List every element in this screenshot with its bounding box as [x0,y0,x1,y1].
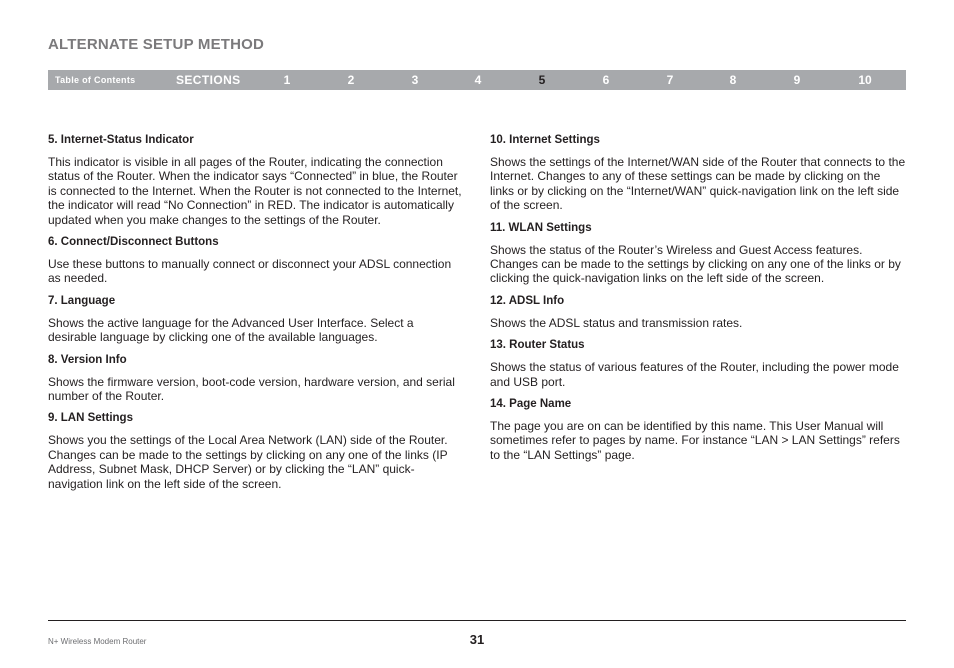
section-body: Shows the status of various features of the Router, including the power mode and USB port. [490,360,899,389]
section-link-2[interactable]: 2 [347,73,355,87]
section-adsl-info [490,294,906,330]
section-heading: 8. Version Info [48,353,127,366]
section-link-4[interactable]: 4 [474,73,482,87]
section-heading: 11. WLAN Settings [490,221,592,234]
sections-label: SECTIONS [176,73,241,87]
section-connect-disconnect-buttons [48,235,463,286]
section-version-info [48,353,463,404]
section-body: Shows the status of the Router’s Wireless and Guest Access features. Changes can be made to the settings by clicking on any one of the links or by clicking the quick-navigation links on the left side of the screen. [490,242,901,286]
section-wlan-settings [490,221,906,286]
section-page-name [490,397,906,462]
section-internet-settings [490,133,906,213]
section-link-1[interactable]: 1 [283,73,291,87]
right-column [490,133,906,470]
table-of-contents-link[interactable]: Table of Contents [55,75,136,85]
section-body: Shows the active language for the Advanced User Interface. Select a desirable language by clicking one of the available languages. [48,315,414,345]
section-body: Shows you the settings of the Local Area Network (LAN) side of the Router. Changes can be made to the settings by clicking on any one of the links (IP Address, Subnet Mask, DHCP Server) or by clicking the “LAN” quick-navigation link on the left side of the screen. [48,433,448,491]
section-link-6[interactable]: 6 [602,73,610,87]
footer-divider [48,620,906,621]
section-body: Shows the firmware version, boot-code version, hardware version, and serial number of the Router. [48,374,455,404]
section-body: This indicator is visible in all pages of the Router, indicating the connection status of the Router. When the indicator says “Connected” in blue, the Router is connected to the Internet. When the Router is not connected to the Internet, the indicator will read “No Connection” in RED. The indicator is automatically updated when you make changes to the settings of the Router. [48,155,462,227]
section-heading: 5. Internet-Status Indicator [48,134,194,146]
section-link-3[interactable]: 3 [411,73,419,87]
section-body: The page you are on can be identified by this name. This User Manual will sometimes refer to pages by name. For instance “LAN > LAN Settings” refers to the “LAN Settings” page. [490,419,900,462]
section-heading: 10. Internet Settings [490,134,600,146]
page-header-title: ALTERNATE SETUP METHOD [48,36,265,53]
section-link-8[interactable]: 8 [729,73,737,87]
section-heading: 13. Router Status [490,339,585,352]
section-internet-status-indicator [48,133,463,227]
section-heading: 6. Connect/Disconnect Buttons [48,236,219,249]
section-language [48,294,463,345]
section-navigation-bar [48,70,906,90]
section-body: Shows the ADSL status and transmission rates. [490,315,743,330]
section-heading: 7. Language [48,294,116,307]
section-body: Use these buttons to manually connect or disconnect your ADSL connection as needed. [48,257,452,286]
section-body: Shows the settings of the Internet/WAN side of the Router that connects to the Internet. Changes to any of these settings can be made by clicking on the links or by clicking on the “Internet/WAN” quick-navigation link on the left side of the screen. [490,155,906,213]
footer-product-name: N+ Wireless Modem Router [48,637,147,646]
section-router-status [490,338,906,389]
section-link-10[interactable]: 10 [858,73,872,87]
section-heading: 12. ADSL Info [490,294,565,307]
section-link-7[interactable]: 7 [666,73,674,87]
section-link-9[interactable]: 9 [793,73,801,87]
section-lan-settings [48,411,463,491]
page-number: 31 [469,632,485,647]
section-link-5-active[interactable]: 5 [538,73,546,87]
section-heading: 14. Page Name [490,398,572,411]
section-heading: 9. LAN Settings [48,412,133,425]
left-column [48,133,463,499]
